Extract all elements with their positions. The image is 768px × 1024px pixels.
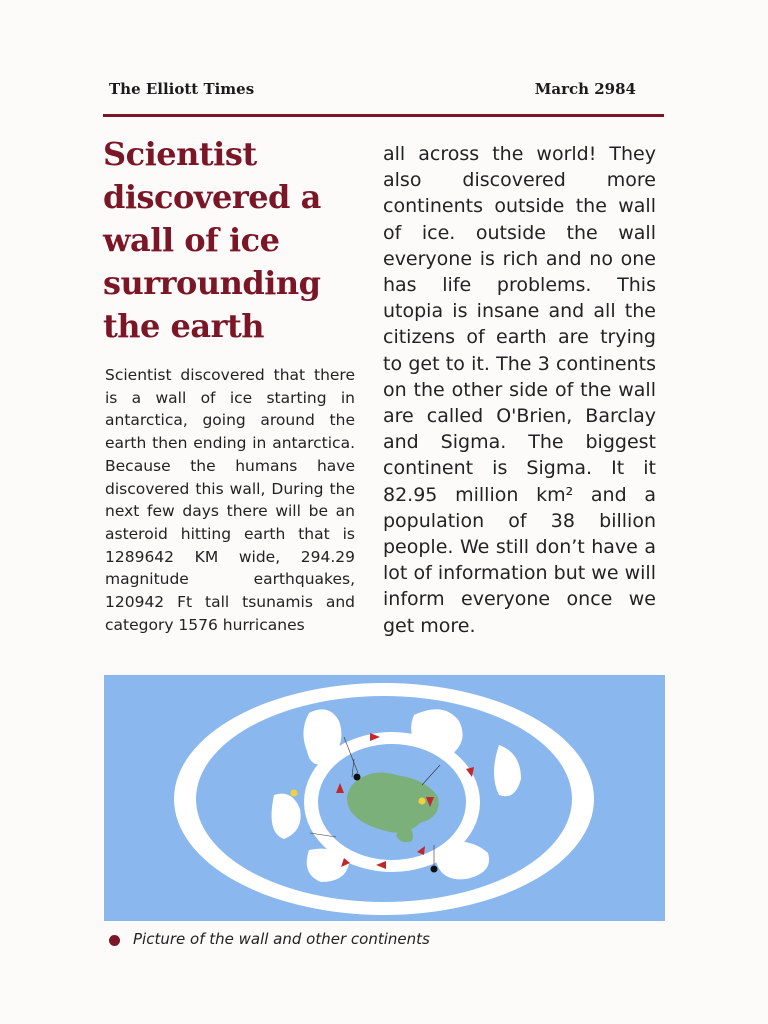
- sun-marker: [291, 790, 298, 797]
- map-illustration: [104, 675, 665, 921]
- publication-name: The Elliott Times: [109, 80, 255, 98]
- issue-date: March 2984: [534, 80, 636, 98]
- moon-marker-south: [431, 866, 438, 873]
- article-headline: Scientist discovered a wall of ice surrounding the earth: [103, 135, 321, 345]
- article-body-column-right: all across the world! They also discovered more continents outside the wall of ice. outside the wall everyone is rich and no one has life problems. This utopia is insane and all the citizens of earth are trying to get to it. The 3 continents on the other side of the wall are called O'Brien, Barclay and Sigma. The biggest continent is Sigma. It it 82.95 million km² and a population of 38 billion people. We still don’t have a lot of information but we will inform everyone once we get more.: [383, 143, 656, 637]
- figure-caption: Picture of the wall and other continents: [133, 930, 430, 948]
- moon-marker: [354, 774, 361, 781]
- masthead-divider: [103, 114, 664, 117]
- caption-bullet: [109, 935, 120, 946]
- sun-marker-inner: [419, 798, 426, 805]
- flat-earth-map-image: [104, 675, 665, 921]
- article-body-column-left: Scientist discovered that there is a wall of ice starting in antarctica, going around the earth then ending in antarctica. Because the humans have discovered this wall, During the next few days there will be an asteroid hitting earth that is 1289642 KM wide, 294.29 magnitude earthquakes, 120942 Ft tall tsunamis and category 1576 hurricanes: [105, 366, 355, 634]
